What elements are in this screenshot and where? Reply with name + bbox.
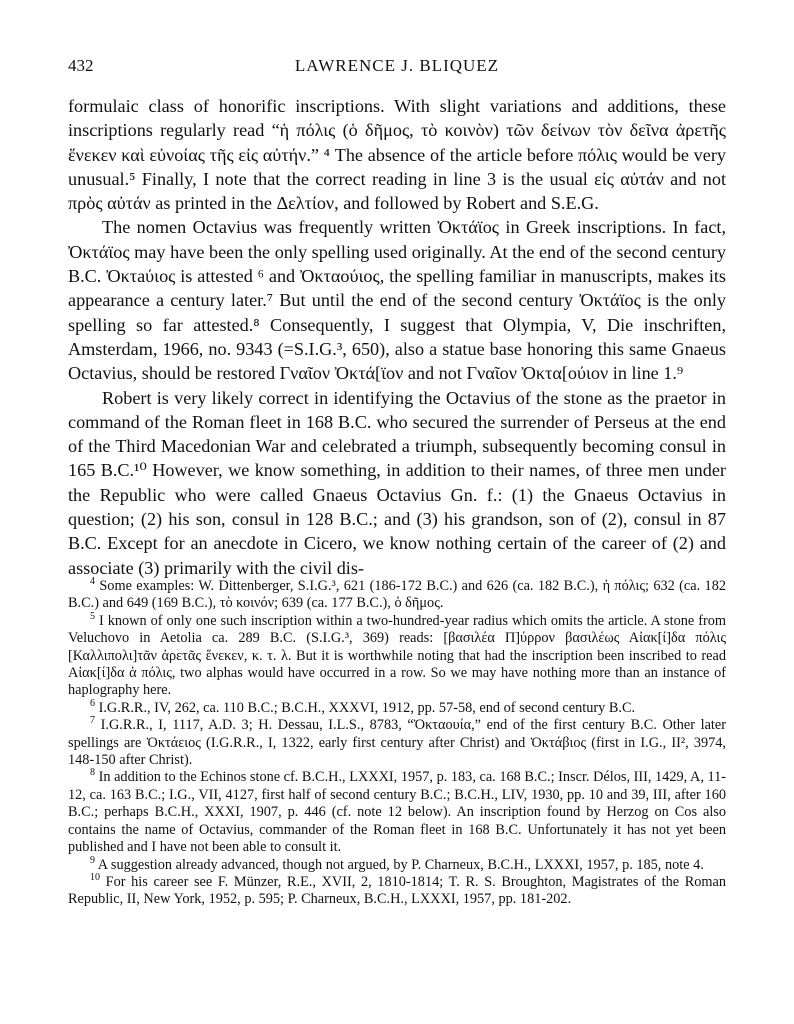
footnote bbox=[68, 854, 726, 874]
footnote-number: 6 bbox=[90, 698, 95, 710]
footnote bbox=[68, 613, 726, 700]
footnote-text: I known of only one such inscription within a two-hundred-year radius which omits the article. A stone from Veluchovo in Aetolia ca. 289 B.C. (S.I.G.³, 369) reads: [βασιλέα Π]ύρρον βασιλέως Αἰακ[ί]δα πόλις [Καλλιπολι]τᾶν ἀρετᾶς ἕνεκεν, κ. τ. λ. But it is worthwhile noting that had the inscription been inscribed to read Αἰακ[ί]δα ἁ πόλις, two alphas would have occurred in a row. So we may have nothing more than an instance of haplography here. bbox=[68, 612, 726, 699]
paragraph: Robert is very likely correct in identifying the Octavius of the stone as the praetor in command of the Roman fleet in 168 B.C. who secured the surrender of Perseus at the end of the Third Macedonian War and celebrated a triumph, subsequently becoming consul in 165 B.C.¹⁰ However, we know something, in addition to their names, of three men under the Republic who were called Gnaeus Octavius Gn. f.: (1) the Gnaeus Octavius in question; (2) his son, consul in 128 B.C.; and (3) his grandson, son of (2), consul in 87 B.C. Except for an anecdote in Cicero, we know nothing certain of the career of (2) and associate (3) primarily with the civil dis- bbox=[68, 387, 726, 578]
footnote-number: 4 bbox=[90, 576, 95, 588]
footnote-number: 8 bbox=[90, 767, 95, 779]
footnote bbox=[68, 874, 726, 909]
footnote bbox=[68, 700, 726, 717]
main-text bbox=[68, 94, 726, 580]
page-number: 432 bbox=[68, 56, 94, 75]
footnote bbox=[68, 578, 726, 613]
footnote bbox=[68, 769, 726, 856]
footnote-number: 9 bbox=[90, 854, 95, 866]
paragraph: The nomen Octavius was frequently written Ὀκτάϊος in Greek inscriptions. In fact, Ὀκτάϊος may have been the only spelling used originally. At the end of the second century B.C. Ὀκτaύιος is attested ⁶ and Ὀκταούιος, the spelling familiar in manuscripts, makes its appearance a century later.⁷ But until the end of the second century Ὀκτάϊος is the only spelling so far attested.⁸ Consequently, I suggest that Olympia, V, Die inschriften, Amsterdam, 1966, no. 9343 (=S.I.G.³, 650), also a statue base honoring this same Gnaeus Octavius, should be restored Γναῖον Ὀκτά[ϊον and not Γναῖον Ὀκτα[ούιον in line 1.⁹ bbox=[68, 217, 726, 384]
footnote-text: Some examples: W. Dittenberger, S.I.G.³, 621 (186-172 B.C.) and 626 (ca. 182 B.C.), ἡ πόλις; 632 (ca. 182 B.C.) and 649 (169 B.C.), τὸ κοινόν; 639 (ca. 177 B.C.), ὁ δῆμος. bbox=[68, 578, 726, 612]
running-head: LAWRENCE J. BLIQUEZ bbox=[294, 56, 500, 75]
footnote-text: For his career see F. Münzer, R.E., XVII, 2, 1810-1814; T. R. S. Broughton, Magistrates of the Roman Republic, II, New York, 1952, p. 595; P. Charneux, B.C.H., LXXXI, 1957, pp. 181-202. bbox=[68, 873, 726, 908]
footnote-text: I.G.R.R., I, 1117, A.D. 3; H. Dessau, I.L.S., 8783, “Ὀκταουία,” end of the first century B.C. Other later spellings are Ὀκτάειος (I.G.R.R., I, 1322, early first century after Christ) and Ὀκτάβιος (first in I.G., II², 3974, 148-150 after Christ). bbox=[68, 717, 727, 769]
footnote-text: In addition to the Echinos stone cf. B.C.H., LXXXI, 1957, p. 183, ca. 168 B.C.; Inscr. Délos, III, 1429, A, 11-12, ca. 163 B.C.; I.G., VII, 4127, first half of second century B.C.; B.C.H., LIV, 1930, pp. 10 and 39, III, after 160 B.C.; perhaps B.C.H., XXXI, 1907, p. 446 (cf. note 12 below). An inscription found by Herzog on Cos also contains the name of Octavius, commander of the Roman fleet in 168 B.C. Unfortunately it has not yet been published and I have not been able to consult it. bbox=[68, 769, 727, 856]
paragraph: formulaic class of honorific inscriptions. With slight variations and additions, these inscriptions regularly read “ἡ πόλις (ὁ δῆμος, τὸ κοινὸν) τῶν δείνων τὸν δεῖνα ἀρετῆς ἕνεκεν καὶ εὐνοίας τῆς εἰς αὐτήν.” ⁴ The absence of the article before πόλις would be very unusual.⁵ Finally, I note that the correct reading in line 3 is the usual εἰς αὐτάν and not πρὸς αὐτάν as printed in the Δελτίον, and followed by Robert and S.E.G. bbox=[68, 96, 726, 214]
footnote bbox=[68, 717, 726, 769]
footnotes bbox=[68, 578, 726, 909]
footnote-number: 5 bbox=[90, 611, 95, 623]
footnote-text: I.G.R.R., IV, 262, ca. 110 B.C.; B.C.H., XXXVI, 1912, pp. 57-58, end of second century B.C. bbox=[98, 699, 636, 716]
footnote-number: 7 bbox=[90, 715, 95, 727]
page-header bbox=[68, 56, 726, 80]
footnote-text: A suggestion already advanced, though not argued, by P. Charneux, B.C.H., LXXXI, 1957, p. 185, note 4. bbox=[97, 856, 704, 873]
footnote-number: 10 bbox=[90, 872, 100, 884]
